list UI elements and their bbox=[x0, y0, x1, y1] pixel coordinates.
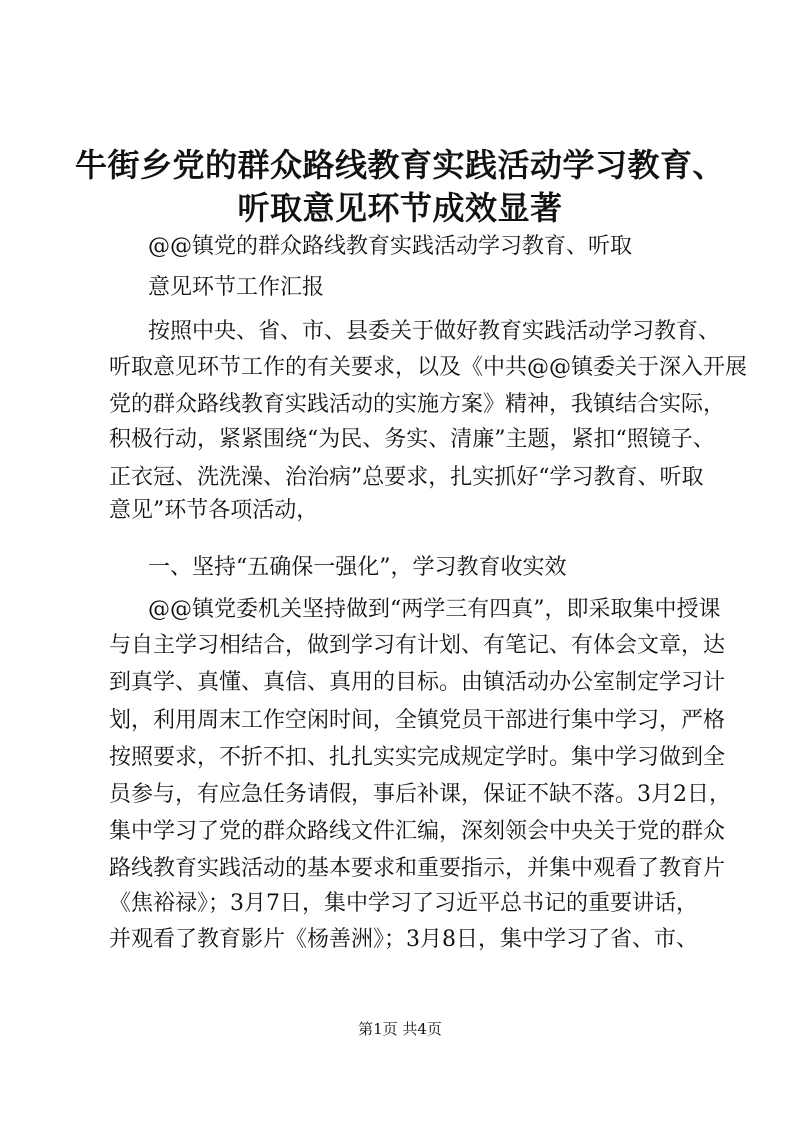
text-line: 按照要求，不折不扣、扎扎实实完成规定学时。集中学习做到全 bbox=[109, 745, 726, 770]
text-line: 按照中央、省、市、县委关于做好教育实践活动学习教育、 bbox=[148, 319, 721, 344]
text-line: @@镇党的群众路线教育实践活动学习教育、听取 bbox=[148, 234, 633, 259]
text-line: 意见”环节各项活动， bbox=[109, 498, 319, 523]
text-line: 到真学、真懂、真信、真用的目标。由镇活动办公室制定学习计 bbox=[109, 670, 726, 695]
text-line: @@镇党委机关坚持做到“两学三有四真”，即采取集中授课 bbox=[148, 597, 721, 622]
page-footer: 第1页 共4页 bbox=[358, 1020, 442, 1038]
text-line: 与自主学习相结合，做到学习有计划、有笔记、有体会文章，达 bbox=[109, 633, 726, 658]
text-line: 积极行动，紧紧围绕“为民、务实、清廉”主题，紧扣“照镜子、 bbox=[109, 427, 715, 452]
text-line: 路线教育实践活动的基本要求和重要指示，并集中观看了教育片 bbox=[109, 856, 726, 881]
page-title-line-2: 听取意见环节成效显著 bbox=[237, 189, 563, 227]
text-line: 党的群众路线教育实践活动的实施方案》精神，我镇结合实际， bbox=[109, 392, 726, 417]
text-line: 并观看了教育影片《杨善洲》；3月8日，集中学习了省、市、 bbox=[109, 927, 698, 952]
page-title-line-1: 牛街乡党的群众路线教育实践活动学习教育、 bbox=[74, 146, 725, 184]
section-heading: 一、坚持“五确保一强化”，学习教育收实效 bbox=[148, 555, 567, 580]
text-line: 意见环节工作汇报 bbox=[148, 275, 325, 300]
text-line: 听取意见环节工作的有关要求，以及《中共@@镇委关于深入开展 bbox=[109, 355, 748, 380]
text-line: 员参与，有应急任务请假，事后补课，保证不缺不落。3月2日， bbox=[109, 782, 731, 807]
text-line: 划，利用周末工作空闲时间，全镇党员干部进行集中学习，严格 bbox=[109, 708, 726, 733]
text-line: 《焦裕禄》；3月7日，集中学习了习近平总书记的重要讲话， bbox=[109, 891, 698, 916]
text-line: 正衣冠、洗洗澡、治治病”总要求，扎实抓好“学习教育、听取 bbox=[109, 465, 704, 490]
text-line: 集中学习了党的群众路线文件汇编，深刻领会中央关于党的群众 bbox=[109, 819, 726, 844]
